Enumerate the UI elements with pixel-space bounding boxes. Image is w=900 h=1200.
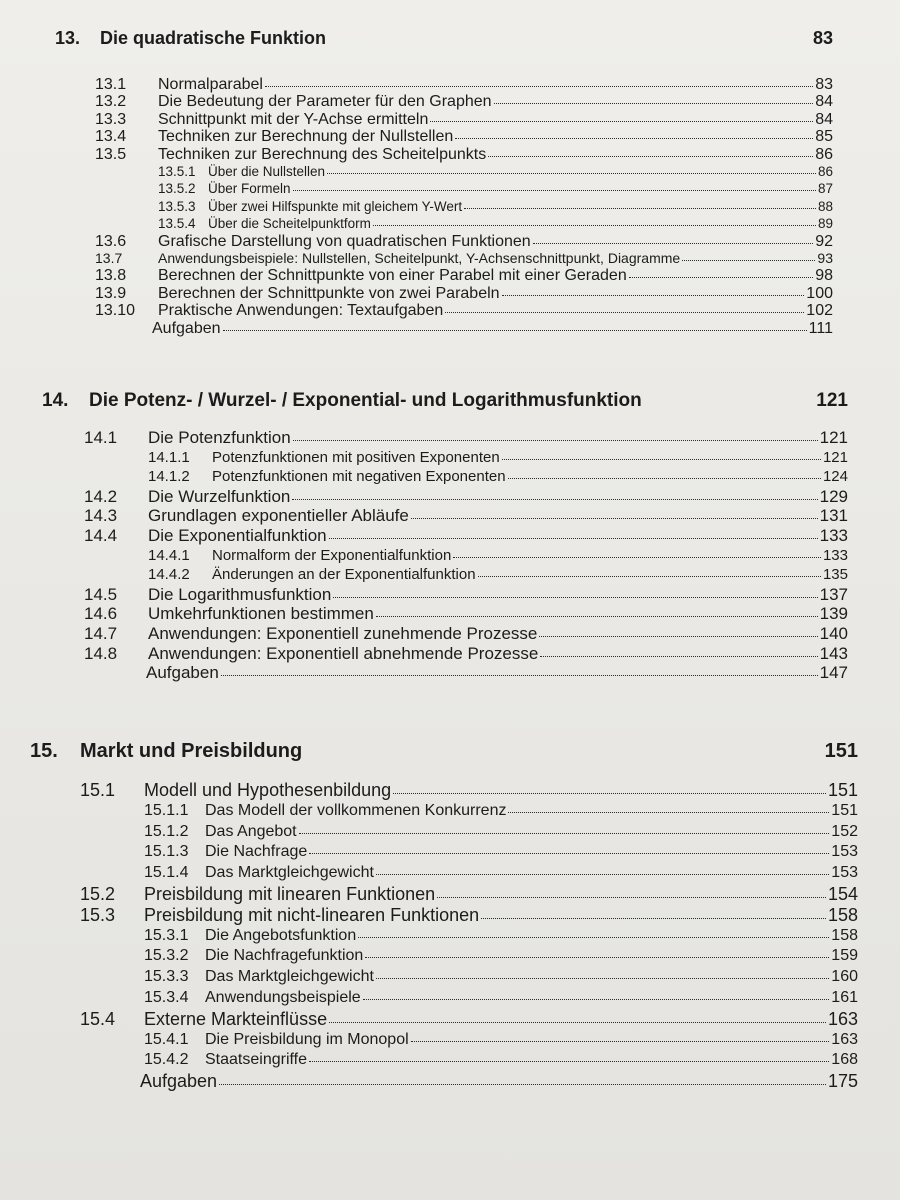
toc-entry xyxy=(55,285,833,302)
dot-leader xyxy=(376,978,829,979)
entry-page: 158 xyxy=(827,904,858,925)
entry-page: 137 xyxy=(819,584,848,604)
toc-entry xyxy=(55,233,833,250)
entry-page: 121 xyxy=(819,428,848,447)
entry-number: 14.4 xyxy=(84,525,118,545)
entry-title: Normalparabel xyxy=(158,76,263,93)
entry-number: 15.1.3 xyxy=(144,843,189,861)
entry-page: 84 xyxy=(815,110,833,128)
entry-title: Die Logarithmusfunktion xyxy=(148,584,332,604)
entry-number: 15.3.4 xyxy=(144,988,189,1006)
toc-entry xyxy=(42,487,848,507)
entry-number: 14.6 xyxy=(84,604,118,624)
chapter-title: Die Potenz- / Wurzel- / Exponential- und Logarithmusfunktion xyxy=(89,390,642,411)
toc-entry xyxy=(55,302,833,319)
toc-entry xyxy=(42,428,848,448)
dot-leader xyxy=(292,499,817,500)
dot-leader xyxy=(373,225,816,226)
dot-leader xyxy=(221,675,818,676)
toc-entry xyxy=(55,128,833,145)
entry-number: 15.4.2 xyxy=(144,1051,189,1069)
entry-page: 153 xyxy=(831,864,858,882)
entry-title: Anwendungsbeispiele: Nullstellen, Scheitelpunkt, Y-Achsenschnittpunkt, Diagramme xyxy=(158,250,681,267)
entry-title: Grafische Darstellung von quadratischen Funktionen xyxy=(158,232,531,250)
toc-entry xyxy=(55,93,833,110)
toc-entry xyxy=(30,842,858,863)
entry-number: 13.5.4 xyxy=(158,216,196,232)
entry-title: Über die Nullstellen xyxy=(208,164,326,180)
entry-page: 139 xyxy=(819,604,848,624)
entry-title: Praktische Anwendungen: Textaufgaben xyxy=(158,302,444,320)
entry-page: 89 xyxy=(817,216,833,232)
dot-leader xyxy=(309,853,829,854)
chapter-page: 83 xyxy=(812,28,833,48)
toc-entry xyxy=(42,624,848,644)
dot-leader xyxy=(265,86,813,87)
chapter-page: 121 xyxy=(816,390,848,411)
dot-leader xyxy=(376,616,818,617)
entry-title: Normalform der Exponentialfunktion xyxy=(212,546,452,564)
chapter-entries xyxy=(55,76,833,337)
entry-title: Berechnen der Schnittpunkte von einer Parabel mit einer Geraden xyxy=(158,267,627,285)
dot-leader xyxy=(540,656,817,657)
entry-page: 143 xyxy=(819,643,848,663)
entry-title: Über Formeln xyxy=(208,181,291,197)
toc-entry xyxy=(55,267,833,284)
chapter-number: 15. xyxy=(30,740,58,762)
dot-leader xyxy=(494,103,814,104)
toc-entry xyxy=(30,1009,858,1030)
entry-page: 161 xyxy=(831,988,858,1006)
entry-title: Das Angebot xyxy=(205,822,297,840)
entry-number: 13.1 xyxy=(95,76,127,93)
entry-number: 13.6 xyxy=(95,232,127,250)
toc-entry xyxy=(55,250,833,267)
entry-title: Über zwei Hilfspunkte mit gleichem Y-Wert xyxy=(208,198,463,214)
entry-title: Externe Markteinflüsse xyxy=(144,1008,328,1029)
entry-title: Anwendungen: Exponentiell abnehmende Prozesse xyxy=(148,643,539,663)
dot-leader xyxy=(533,243,814,244)
dot-leader xyxy=(363,999,830,1000)
entry-title: Die Exponentialfunktion xyxy=(148,525,327,545)
entry-title: Umkehrfunktionen bestimmen xyxy=(148,604,374,624)
entry-title: Die Wurzelfunktion xyxy=(148,486,291,506)
entry-page: 93 xyxy=(817,250,833,267)
chapter-entries xyxy=(42,428,848,683)
toc-entry xyxy=(30,967,858,988)
entry-number: 13.3 xyxy=(95,110,127,128)
entry-title: Aufgaben xyxy=(146,663,219,683)
entry-title: Über die Scheitelpunktform xyxy=(208,216,371,232)
entry-number: 15.1.2 xyxy=(144,822,189,840)
toc-entry xyxy=(55,163,833,180)
entry-title: Schnittpunkt mit der Y-Achse ermitteln xyxy=(158,110,429,128)
chapter-page: 151 xyxy=(824,740,858,762)
dot-leader xyxy=(223,330,807,331)
entry-page: 86 xyxy=(817,164,833,180)
dot-leader xyxy=(329,1022,826,1023)
entry-number: 14.1.2 xyxy=(148,468,190,486)
toc-entry xyxy=(30,905,858,926)
dot-leader xyxy=(478,576,821,577)
entry-number: 15.1 xyxy=(80,780,116,800)
entry-number: 14.8 xyxy=(84,643,118,663)
entry-page: 168 xyxy=(831,1051,858,1069)
toc-entry xyxy=(42,506,848,526)
dot-leader xyxy=(502,459,821,460)
entry-title: Änderungen an der Exponentialfunktion xyxy=(212,566,476,584)
dot-leader xyxy=(293,440,818,441)
entry-title: Anwendungsbeispiele xyxy=(205,988,361,1006)
dot-leader xyxy=(393,793,826,794)
chapter-heading xyxy=(42,390,848,420)
entry-title: Preisbildung mit nicht-linearen Funktionen xyxy=(144,904,480,925)
chapter-number: 13. xyxy=(55,28,81,48)
dot-leader xyxy=(682,260,815,261)
entry-page: 131 xyxy=(819,506,848,526)
entry-page: 153 xyxy=(831,843,858,861)
toc-entry xyxy=(42,585,848,605)
entry-title: Staatseingriffe xyxy=(205,1051,307,1069)
dot-leader xyxy=(481,918,826,919)
entry-title: Potenzfunktionen mit positiven Exponenten xyxy=(212,448,500,466)
entry-number: 14.2 xyxy=(84,486,118,506)
entry-page: 163 xyxy=(831,1030,858,1048)
dot-leader xyxy=(508,812,829,813)
entry-page: 85 xyxy=(815,128,833,146)
entry-page: 92 xyxy=(815,232,833,250)
entry-title: Das Modell der vollkommenen Konkurrenz xyxy=(205,801,507,819)
entry-number: 13.2 xyxy=(95,93,127,111)
toc-entry xyxy=(30,1071,858,1092)
toc-entry xyxy=(55,198,833,215)
chapter-entries xyxy=(30,780,858,1092)
entry-number: 13.5 xyxy=(95,145,127,163)
entry-page: 152 xyxy=(831,822,858,840)
entry-page: 100 xyxy=(806,284,833,302)
toc-entry xyxy=(55,111,833,128)
entry-page: 135 xyxy=(822,566,848,584)
entry-number: 14.7 xyxy=(84,623,118,643)
chapter-number: 14. xyxy=(42,390,69,411)
toc-entry xyxy=(42,565,848,585)
entry-page: 133 xyxy=(819,525,848,545)
entry-number: 14.3 xyxy=(84,506,118,526)
entry-number: 13.8 xyxy=(95,267,127,285)
toc-entry xyxy=(55,215,833,232)
entry-page: 133 xyxy=(822,546,848,564)
dot-leader xyxy=(455,138,813,139)
entry-title: Aufgaben xyxy=(152,319,221,337)
dot-leader xyxy=(445,312,804,313)
entry-page: 158 xyxy=(831,926,858,944)
entry-title: Die Bedeutung der Parameter für den Graphen xyxy=(158,93,492,111)
entry-number: 14.1.1 xyxy=(148,448,190,466)
entry-title: Die Potenzfunktion xyxy=(148,428,291,447)
dot-leader xyxy=(539,636,817,637)
entry-number: 14.4.2 xyxy=(148,566,190,584)
toc-entry xyxy=(30,926,858,947)
entry-title: Aufgaben xyxy=(140,1071,218,1092)
entry-title: Die Preisbildung im Monopol xyxy=(205,1030,409,1048)
toc-entry xyxy=(30,801,858,822)
entry-title: Modell und Hypothesenbildung xyxy=(144,780,392,800)
entry-title: Die Nachfrage xyxy=(205,843,308,861)
toc-entry xyxy=(42,604,848,624)
dot-leader xyxy=(219,1084,826,1085)
entry-title: Anwendungen: Exponentiell zunehmende Prozesse xyxy=(148,623,538,643)
entry-number: 14.5 xyxy=(84,584,118,604)
entry-number: 15.1.4 xyxy=(144,864,189,882)
entry-page: 87 xyxy=(817,181,833,197)
entry-number: 15.3 xyxy=(80,904,116,925)
entry-title: Die Angebotsfunktion xyxy=(205,926,357,944)
entry-title: Techniken zur Berechnung der Nullstellen xyxy=(158,128,454,146)
dot-leader xyxy=(488,156,813,157)
dot-leader xyxy=(293,190,816,191)
toc-entry xyxy=(55,320,833,337)
entry-number: 15.4.1 xyxy=(144,1030,189,1048)
dot-leader xyxy=(437,897,826,898)
toc-entry xyxy=(55,180,833,197)
chapter-heading xyxy=(30,740,858,770)
entry-number: 15.2 xyxy=(80,883,116,904)
toc-entry xyxy=(42,663,848,683)
toc-entry xyxy=(42,546,848,566)
entry-number: 13.5.2 xyxy=(158,181,196,197)
entry-page: 102 xyxy=(806,302,833,320)
toc-entry xyxy=(42,526,848,546)
chapter-title: Markt und Preisbildung xyxy=(80,740,303,762)
entry-title: Die Nachfragefunktion xyxy=(205,947,364,965)
entry-number: 14.1 xyxy=(84,428,118,447)
toc-entry xyxy=(30,780,858,801)
entry-page: 111 xyxy=(808,319,833,337)
entry-page: 160 xyxy=(831,968,858,986)
toc-entry xyxy=(55,76,833,93)
entry-page: 147 xyxy=(819,663,848,683)
entry-number: 15.3.1 xyxy=(144,926,189,944)
entry-page: 154 xyxy=(827,883,858,904)
entry-page: 84 xyxy=(815,93,833,111)
chapter-title: Die quadratische Funktion xyxy=(100,28,327,48)
chapter-15 xyxy=(30,740,858,1092)
dot-leader xyxy=(358,937,829,938)
entry-title: Das Marktgleichgewicht xyxy=(205,864,374,882)
dot-leader xyxy=(453,557,821,558)
entry-page: 124 xyxy=(822,468,848,486)
dot-leader xyxy=(508,478,821,479)
entry-page: 140 xyxy=(819,623,848,643)
entry-number: 13.7 xyxy=(95,250,123,267)
dot-leader xyxy=(333,597,817,598)
entry-number: 15.3.3 xyxy=(144,968,189,986)
entry-page: 163 xyxy=(827,1008,858,1029)
dot-leader xyxy=(327,173,816,174)
toc-entry xyxy=(55,146,833,163)
toc-entry xyxy=(30,884,858,905)
entry-page: 151 xyxy=(827,780,858,800)
entry-title: Grundlagen exponentieller Abläufe xyxy=(148,506,409,526)
entry-page: 88 xyxy=(817,198,833,214)
entry-page: 175 xyxy=(827,1071,858,1092)
entry-number: 13.5.3 xyxy=(158,198,196,214)
entry-page: 129 xyxy=(819,486,848,506)
entry-number: 13.5.1 xyxy=(158,164,196,180)
toc-entry xyxy=(30,1030,858,1051)
entry-title: Berechnen der Schnittpunkte von zwei Parabeln xyxy=(158,284,500,302)
entry-page: 121 xyxy=(822,448,848,466)
entry-page: 86 xyxy=(815,145,833,163)
entry-number: 13.4 xyxy=(95,128,127,146)
dot-leader xyxy=(299,833,830,834)
entry-page: 98 xyxy=(815,267,833,285)
entry-number: 14.4.1 xyxy=(148,546,190,564)
toc-entry xyxy=(30,946,858,967)
toc-entry xyxy=(42,448,848,468)
dot-leader xyxy=(365,957,829,958)
toc-entry xyxy=(30,863,858,884)
entry-title: Das Marktgleichgewicht xyxy=(205,968,374,986)
entry-page: 83 xyxy=(815,76,833,93)
entry-number: 13.10 xyxy=(95,302,136,320)
dot-leader xyxy=(376,874,829,875)
entry-number: 13.9 xyxy=(95,284,127,302)
toc-entry xyxy=(42,467,848,487)
chapter-14 xyxy=(42,390,848,683)
entry-page: 159 xyxy=(831,947,858,965)
dot-leader xyxy=(430,121,813,122)
entry-title: Techniken zur Berechnung des Scheitelpunkts xyxy=(158,145,487,163)
entry-number: 15.3.2 xyxy=(144,947,189,965)
dot-leader xyxy=(309,1061,829,1062)
dot-leader xyxy=(629,277,813,278)
chapter-heading xyxy=(55,28,833,58)
entry-title: Potenzfunktionen mit negativen Exponenten xyxy=(212,468,506,486)
entry-title: Preisbildung mit linearen Funktionen xyxy=(144,883,436,904)
chapter-13 xyxy=(55,28,833,337)
toc-entry xyxy=(30,988,858,1009)
dot-leader xyxy=(502,295,805,296)
dot-leader xyxy=(329,538,818,539)
entry-number: 15.1.1 xyxy=(144,801,189,819)
toc-entry xyxy=(30,822,858,843)
dot-leader xyxy=(411,518,818,519)
toc-entry xyxy=(42,644,848,664)
toc-entry xyxy=(30,1050,858,1071)
dot-leader xyxy=(464,208,816,209)
entry-page: 151 xyxy=(831,801,858,819)
entry-number: 15.4 xyxy=(80,1008,116,1029)
dot-leader xyxy=(411,1041,830,1042)
